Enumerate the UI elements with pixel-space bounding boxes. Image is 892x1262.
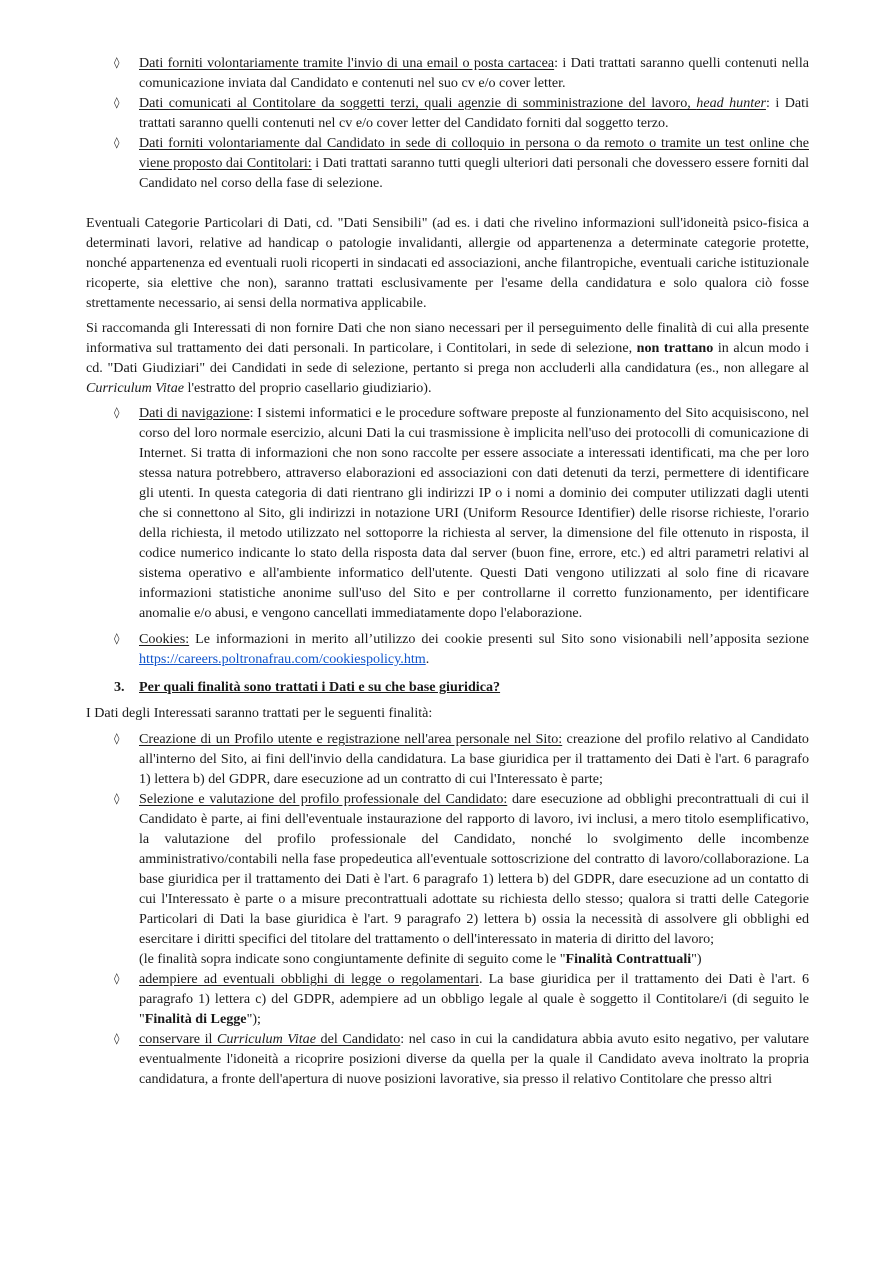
text: Si raccomanda gli Interessati di non fornire Dati che non siano necessari per il perseguimento delle finalità di cui alla presente informativa sul trattamento dei dati personali. In particolare, i Contitolari, in sede di selezione,: [86, 320, 809, 356]
item-label-italic: head hunter: [696, 95, 766, 111]
navigation-data-list: [86, 403, 809, 669]
item-text: : I sistemi informatici e le procedure software preposte al funzionamento del Sito acquisiscono, nel corso del loro normale esercizio, alcuni Dati la cui trasmissione è implicita nell'uso dei protocolli di comunicazione di Internet. Si tratta di informazioni che non sono raccolte per essere associate a interessati identificati, ma che per loro stessa natura potrebbero, attraverso elaborazioni ed associazioni con dati detenuti da terzi, permettere di identificare gli utenti. In questa categoria di dati rientrano gli indirizzi IP o i nomi a dominio dei computer utilizzati dagli utenti che si connettono al Sito, gli indirizzi in notazione URI (Uniform Resource Identifier) delle risorse richieste, l'orario della richiesta, il metodo utilizzato nel sottoporre la richiesta al server, la dimensione del file ottenuto in risposta, il codice numerico indicante lo stato della risposta data dal server (buon fine, errore, etc.) ed altri parametri relativi al sistema operativo e all'ambiente informatico dell'utente. Questi Dati vengono utilizzati al solo fine di ricavare informazioni statistiche anonime sull'uso del Sito e per controllarne il corretto funzionamento, per identificare anomalie e/o abusi, e vengono cancellati immediatamente dopo l'elaborazione.: [139, 405, 809, 621]
diamond-bullet-icon: ◊: [114, 406, 120, 419]
diamond-bullet-icon: ◊: [114, 56, 120, 69]
list-item-cookies: [86, 629, 809, 669]
list-item-selezione: [86, 789, 809, 969]
bold-text: non trattano: [636, 340, 714, 356]
note-bold: Finalità Contrattuali: [565, 951, 692, 967]
paragraph-dati-giudiziari: [86, 318, 809, 398]
item-label: Creazione di un Profilo utente e registrazione nell'area personale nel Sito:: [139, 731, 563, 747]
item-text: i Dati trattati saranno tutti quegli ulteriori dati personali che dovessero essere forniti dal Candidato nel corso della fase di selezione.: [139, 155, 810, 191]
section-heading-3: [86, 677, 809, 697]
item-text: creazione del profilo relativo al Candidato all'interno del Sito, ai fini dell'invio della candidatura. La base giuridica per il trattamento dei Dati è l'art. 6 paragrafo 1) lettera b) del GDPR, dare esecuzione ad un contratto di cui l'Interessato è parte;: [139, 731, 809, 787]
bold-text: Finalità di Legge: [144, 1011, 247, 1027]
item-label: Dati di navigazione: [139, 405, 250, 421]
cookie-policy-link[interactable]: https://careers.poltronafrau.com/cookiespolicy.htm: [139, 651, 426, 667]
item-label: Cookies:: [139, 631, 190, 647]
section-title: Per quali finalità sono trattati i Dati e su che base giuridica?: [139, 679, 501, 695]
document-page: [86, 53, 809, 1089]
item-text: ");: [246, 1011, 261, 1027]
list-item-profilo: [86, 729, 809, 789]
diamond-bullet-icon: ◊: [114, 136, 120, 149]
text: .: [425, 651, 430, 667]
item-label: adempiere ad eventuali obblighi di legge o regolamentari: [139, 971, 479, 987]
purposes-list: [86, 729, 809, 1089]
diamond-bullet-icon: ◊: [114, 972, 120, 985]
item-label: Dati forniti volontariamente dal Candidato in sede di colloquio in persona o da remoto o tramite un test online che viene proposto dai Contitolari:: [139, 135, 809, 171]
item-text: : i Dati trattati saranno quelli contenuti nella comunicazione inviata dal Candidato e contenuti nel suo cv e/o cover letter.: [139, 55, 809, 91]
list-item: [86, 93, 809, 133]
item-text: : nel caso in cui la candidatura abbia avuto esito negativo, per valutare eventualmente l'idoneità a ricoprire posizioni diverse da quella per la quale il Candidato aveva inoltrato la propria candidatura, a fronte dell'apertura di nuove posizioni lavorative, sia presso il relativo Contitolare che presso altri: [139, 1031, 809, 1087]
list-item-navigazione: [86, 403, 809, 623]
italic-text: Curriculum Vitae: [86, 380, 184, 396]
text: in alcun modo i cd. "Dati Giudiziari" dei Candidati in sede di selezione, pertanto si prega non accluderli alla candidatura (es., non allegare al: [86, 340, 809, 376]
list-item-cv: [86, 1029, 809, 1089]
diamond-bullet-icon: ◊: [114, 792, 120, 805]
list-item: [86, 133, 809, 193]
item-label-italic: Curriculum Vitae: [216, 1031, 316, 1047]
section-number: 3.: [114, 679, 125, 695]
item-label: Selezione e valutazione del profilo professionale del Candidato:: [139, 791, 508, 807]
paragraph-intro-finalita: I Dati degli Interessati saranno trattati per le seguenti finalità:: [86, 705, 433, 721]
diamond-bullet-icon: ◊: [114, 1032, 120, 1045]
item-label: Dati forniti volontariamente tramite l'invio di una email o posta cartacea: [139, 55, 555, 71]
item-text: . La base giuridica per il trattamento dei Dati è l'art. 6 paragrafo 1) lettera c) del GDPR, adempiere ad un obbligo legale al quale è soggetto il Contitolare/i (di seguito le ": [139, 971, 809, 1027]
paragraph-dati-sensibili: Eventuali Categorie Particolari di Dati, cd. "Dati Sensibili" (ad es. i dati che rivelino informazioni sull'idoneità psico-fisica a determinati lavori, relative ad handicap o patologie invalidanti, allergie od appartenenza a determinate categorie protette, nonché appartenenza ed eventuali ruoli ricoperti in sindacati ed associazioni, anche filantropiche, eventuali cariche istituzionale ricoperte, sia elettive che non), saranno trattati esclusivamente per l'esame della candidatura e solo qualora ciò fosse strettamente necessario, ai sensi della normativa applicabile.: [86, 215, 809, 311]
note-text: "): [691, 951, 702, 967]
list-item-legge: [86, 969, 809, 1029]
item-label: conservare il: [139, 1031, 217, 1047]
item-label: Dati comunicati al Contitolare da soggetti terzi, quali agenzie di somministrazione del lavoro,: [139, 95, 697, 111]
list-item: [86, 53, 809, 93]
diamond-bullet-icon: ◊: [114, 96, 120, 109]
item-text: dare esecuzione ad obblighi precontrattuali di cui il Candidato è parte, ai fini dell'eventuale instaurazione del rapporto di lavoro, ivi inclusi, a mero titolo esemplificativo, la valutazione del profilo professionale del Candidato, nonché lo svolgimento delle incombenze amministrativo/contabili nella fase propedeutica all'eventuale sottoscrizione del contratto di lavoro/collaborazione. La base giuridica per il trattamento dei Dati è l'art. 6 paragrafo 1) lettera b) del GDPR, dare esecuzione ad un contatto di cui l'Interessato è parte o a misure precontrattuali adottate su richiesta dello stesso; qualora si tratti delle Categorie Particolari di Dati la base giuridica è l'art. 9 paragrafo 2) lettera b) ossia la necessità di assolvere gli obblighi ed esercitare i diritti specifici del titolare del trattamento o dell'interessato in materia di diritto del lavoro;: [139, 791, 809, 947]
text: l'estratto del proprio casellario giudiziario).: [184, 380, 432, 396]
note-text: (le finalità sopra indicate sono congiuntamente definite di seguito come le ": [139, 951, 566, 967]
item-text: : i Dati trattati saranno quelli contenuti nel cv e/o cover letter del Candidato forniti dal soggetto terzo.: [139, 95, 809, 131]
item-label: del Candidato: [316, 1031, 401, 1047]
diamond-bullet-icon: ◊: [114, 732, 120, 745]
data-sources-list: [86, 53, 809, 193]
diamond-bullet-icon: ◊: [114, 632, 120, 645]
item-text: Le informazioni in merito all’utilizzo dei cookie presenti sul Sito sono visionabili nell’apposita sezione: [189, 631, 809, 647]
